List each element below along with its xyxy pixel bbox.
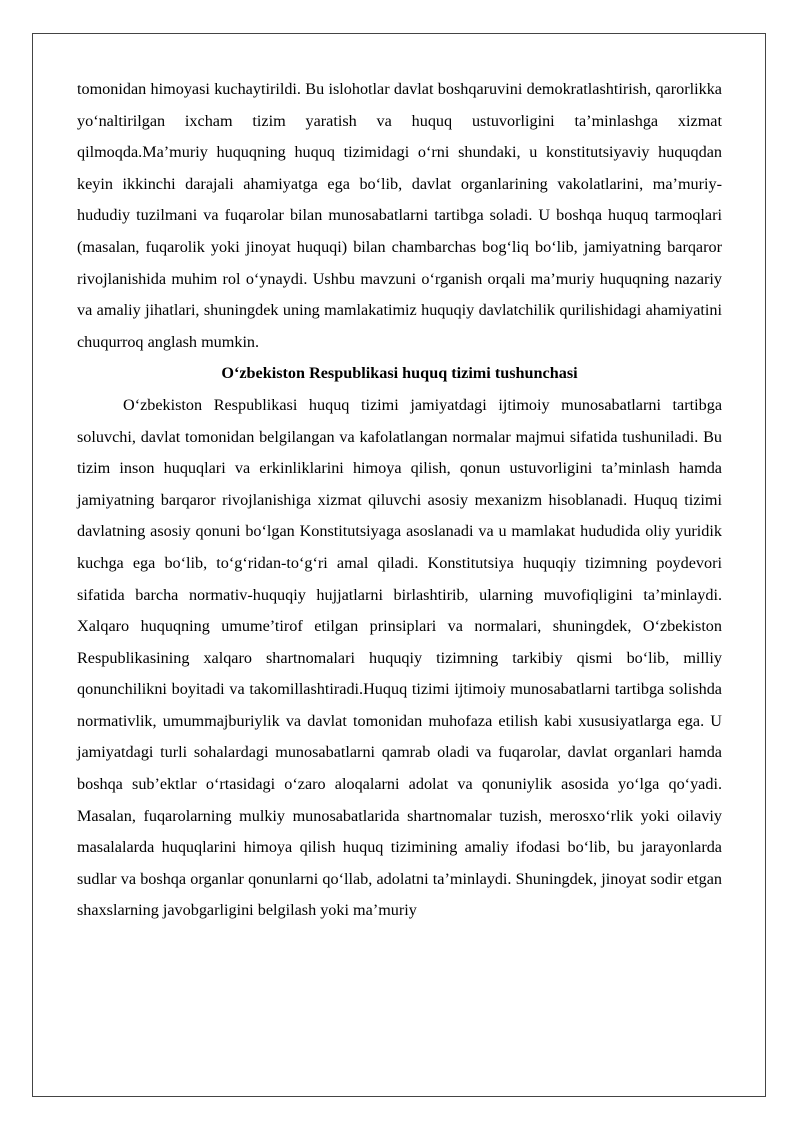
document-body xyxy=(77,74,722,927)
section-heading: O‘zbekiston Respublikasi huquq tizimi tushunchasi xyxy=(221,364,578,383)
intro-paragraph: tomonidan himoyasi kuchaytirildi. Bu islohotlar davlat boshqaruvini demokratlashtirish, qarorlikka yo‘naltirilgan ixcham tizim yaratish va huquq ustuvorligini ta’minlashga xizmat qilmoqda.Ma’muriy huquqning huquq tizimidagi o‘rni shundaki, u konstitutsiyaviy huquqdan keyin ikkinchi darajali ahamiyatga ega bo‘lib, davlat organlarining vakolatlarini, ma’muriy-hududiy tuzilmani va fuqarolar bilan munosabatlarni tartibga soladi. U boshqa huquq tarmoqlari (masalan, fuqarolik yoki jinoyat huquqi) bilan chambarchas bog‘liq bo‘lib, jamiyatning barqaror rivojlanishida muhim rol o‘ynaydi. Ushbu mavzuni o‘rganish orqali ma’muriy huquqning nazariy va amaliy jihatlari, shuningdek uning mamlakatimiz huquqiy davlatchilik qurilishidagi ahamiyatini chuqurroq anglash mumkin. xyxy=(77,80,722,351)
body-paragraph: O‘zbekiston Respublikasi huquq tizimi jamiyatdagi ijtimoiy munosabatlarni tartibga soluvchi, davlat tomonidan belgilangan va kafolatlangan normalar majmui sifatida tushuniladi. Bu tizim inson huquqlari va erkinliklarini himoya qilish, qonun ustuvorligini ta’minlash hamda jamiyatning barqaror rivojlanishiga xizmat qiluvchi asosiy mexanizm hisoblanadi. Huquq tizimi davlatning asosiy qonuni bo‘lgan Konstitutsiyaga asoslanadi va u mamlakat hududida oliy yuridik kuchga ega bo‘lib, to‘g‘ridan-to‘g‘ri amal qiladi. Konstitutsiya huquqiy tizimning poydevori sifatida barcha normativ-huquqiy hujjatlarni birlashtirib, ularning muvofiqligini ta’minlaydi. Xalqaro huquqning umume’tirof etilgan prinsiplari va normalari, shuningdek, O‘zbekiston Respublikasining xalqaro shartnomalari huquqiy tizimning tarkibiy qismi bo‘lib, milliy qonunchilikni boyitadi va takomillashtiradi.Huquq tizimi ijtimoiy munosabatlarni tartibga solishda normativlik, umummajburiylik va davlat tomonidan muhofaza etilish kabi xususiyatlarga ega. U jamiyatdagi turli sohalardagi munosabatlarni qamrab oladi va fuqarolar, davlat organlari hamda boshqa sub’ektlar o‘rtasidagi o‘zaro aloqalarni adolat va qonuniylik asosida yo‘lga qo‘yadi. Masalan, fuqarolarning mulkiy munosabatlarida shartnomalar tuzish, merosxo‘rlik yoki oilaviy masalalarda huquqlarini himoya qilish huquq tizimining amaliy ifodasi bo‘lib, bu jarayonlarda sudlar va boshqa organlar qonunlarni qo‘llab, adolatni ta’minlaydi. Shuningdek, jinoyat sodir etgan shaxslarning javobgarligini belgilash yoki ma’muriy xyxy=(77,395,722,920)
